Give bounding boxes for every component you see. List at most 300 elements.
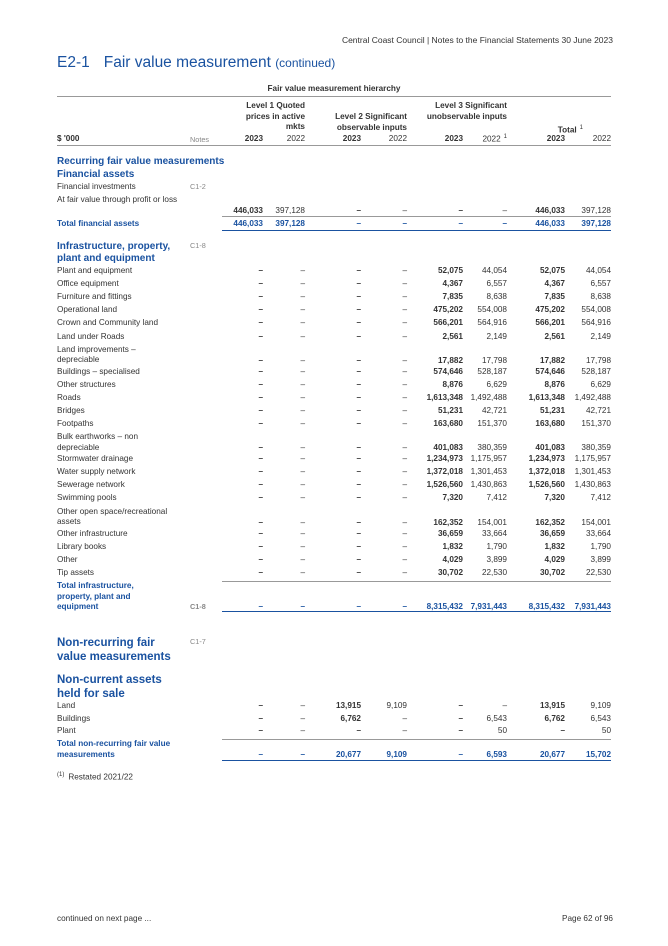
value-cell: – xyxy=(356,331,361,341)
value-cell: – xyxy=(356,493,361,503)
value-cell: – xyxy=(402,602,407,611)
value-cell: 22,530 xyxy=(481,567,507,577)
value-cell: 1,234,973 xyxy=(528,454,565,464)
unit-label: $ '000 xyxy=(57,134,80,143)
value-cell: 401,083 xyxy=(433,443,463,453)
value-cell: – xyxy=(356,454,361,464)
value-cell: – xyxy=(258,392,263,402)
total-header-sup: 1 xyxy=(579,125,583,131)
value-cell: – xyxy=(402,219,407,228)
financial-assets-heading: Financial assets xyxy=(57,169,135,180)
value-cell: – xyxy=(402,726,407,735)
value-cell: 8,315,432 xyxy=(528,602,565,611)
value-cell: – xyxy=(300,554,305,564)
value-cell: 475,202 xyxy=(535,305,565,315)
value-cell: 446,033 xyxy=(233,219,263,228)
row-rule xyxy=(222,739,611,740)
row-label: Footpaths xyxy=(57,419,94,428)
value-cell: 475,202 xyxy=(433,305,463,315)
value-cell: – xyxy=(300,750,305,759)
value-cell: 2,149 xyxy=(590,331,611,341)
value-cell: – xyxy=(356,392,361,402)
value-cell: – xyxy=(458,750,463,759)
value-cell: 7,835 xyxy=(442,292,463,302)
level1-header: Level 1 Quoted prices in active mkts xyxy=(245,101,305,131)
value-cell: – xyxy=(300,292,305,302)
value-cell: – xyxy=(402,266,407,275)
infrastructure-note: C1-8 xyxy=(190,241,206,250)
value-cell: 6,762 xyxy=(340,713,361,723)
value-cell: – xyxy=(402,713,407,723)
value-cell: – xyxy=(402,467,407,477)
footnote-marker: (1) xyxy=(57,772,65,778)
value-cell: 6,593 xyxy=(486,750,507,759)
value-cell: 20,677 xyxy=(335,750,361,759)
value-cell: – xyxy=(300,318,305,328)
l1-2023-header: 2023 xyxy=(244,134,263,143)
section-number: E2-1 xyxy=(57,54,90,71)
value-cell: 7,412 xyxy=(486,493,507,503)
value-cell: 9,109 xyxy=(386,701,407,710)
value-cell: – xyxy=(300,713,305,723)
notes-header: Notes xyxy=(190,135,210,144)
value-cell: – xyxy=(402,392,407,402)
value-cell: 566,201 xyxy=(433,318,463,328)
row-label: Financial investments xyxy=(57,182,136,191)
value-cell: – xyxy=(402,331,407,341)
header-divider xyxy=(57,96,611,97)
value-cell: – xyxy=(258,305,263,315)
value-cell: – xyxy=(458,713,463,723)
value-cell: 1,430,863 xyxy=(470,480,507,490)
value-cell: 1,430,863 xyxy=(574,480,611,490)
value-cell: – xyxy=(356,292,361,302)
value-cell: – xyxy=(402,405,407,415)
value-cell: 13,915 xyxy=(539,701,565,710)
row-label: Furniture and fittings xyxy=(57,292,132,302)
value-cell: – xyxy=(356,366,361,376)
value-cell: – xyxy=(300,480,305,490)
value-cell: 7,931,443 xyxy=(470,602,507,611)
row-label: Bridges xyxy=(57,405,85,415)
infrastructure-heading: Infrastructure, property, plant and equipment xyxy=(57,241,171,264)
l3-2022-sup: 1 xyxy=(503,134,507,140)
value-cell: 397,128 xyxy=(581,206,611,215)
value-cell: 17,798 xyxy=(481,355,507,365)
value-cell: 566,201 xyxy=(535,318,565,328)
row-label: Crown and Community land xyxy=(57,318,159,328)
value-cell: – xyxy=(300,467,305,477)
value-cell: – xyxy=(300,405,305,415)
value-cell: 7,412 xyxy=(590,493,611,503)
row-label: Buildings – specialised xyxy=(57,366,140,376)
value-cell: 1,526,560 xyxy=(528,480,565,490)
value-cell: – xyxy=(356,279,361,289)
value-cell: 163,680 xyxy=(433,419,463,428)
recurring-heading: Recurring fair value measurements xyxy=(57,156,225,167)
value-cell: – xyxy=(258,567,263,577)
value-cell: 6,629 xyxy=(590,379,611,389)
row-rule xyxy=(222,216,611,217)
value-cell: 52,075 xyxy=(437,266,463,275)
value-cell: 162,352 xyxy=(535,517,565,527)
value-cell: 446,033 xyxy=(535,219,565,228)
value-cell: – xyxy=(258,750,263,759)
value-cell: – xyxy=(300,493,305,503)
value-cell: – xyxy=(402,305,407,315)
value-cell: 7,320 xyxy=(544,493,565,503)
value-cell: – xyxy=(402,419,407,428)
level3-header: Level 3 Significant unobservable inputs xyxy=(426,101,507,121)
value-cell: – xyxy=(560,726,565,735)
value-cell: – xyxy=(258,602,263,611)
value-cell: 564,916 xyxy=(581,318,611,328)
value-cell: 1,492,488 xyxy=(470,392,507,402)
value-cell: – xyxy=(458,701,463,710)
row-note: C1-8 xyxy=(190,602,206,611)
value-cell: 1,492,488 xyxy=(574,392,611,402)
value-cell: 7,320 xyxy=(442,493,463,503)
value-cell: – xyxy=(356,480,361,490)
document-header: Central Coast Council | Notes to the Financial Statements 30 June 2023 xyxy=(341,35,613,45)
value-cell: 151,370 xyxy=(581,419,611,428)
value-cell: – xyxy=(258,528,263,538)
l3-2023-header: 2023 xyxy=(444,134,463,143)
value-cell: – xyxy=(356,318,361,328)
value-cell: 13,915 xyxy=(335,701,361,710)
value-cell: – xyxy=(356,219,361,228)
value-cell: – xyxy=(258,405,263,415)
value-cell: – xyxy=(258,701,263,710)
value-cell: 528,187 xyxy=(477,366,507,376)
value-cell: – xyxy=(402,517,407,527)
value-cell: 6,543 xyxy=(590,713,611,723)
value-cell: 2,149 xyxy=(486,331,507,341)
value-cell: – xyxy=(258,726,263,735)
nonrecurring-note: C1-7 xyxy=(190,637,206,646)
value-cell: – xyxy=(258,517,263,527)
row-rule xyxy=(222,581,611,582)
value-cell: – xyxy=(300,392,305,402)
value-cell: – xyxy=(300,567,305,577)
l1-2022-header: 2022 xyxy=(286,134,305,143)
value-cell: 1,372,018 xyxy=(426,467,463,477)
value-cell: – xyxy=(356,517,361,527)
value-cell: 163,680 xyxy=(535,419,565,428)
value-cell: – xyxy=(402,279,407,289)
value-cell: – xyxy=(258,541,263,551)
value-cell: 4,367 xyxy=(442,279,463,289)
value-cell: – xyxy=(402,493,407,503)
value-cell: – xyxy=(300,279,305,289)
value-cell: 1,790 xyxy=(590,541,611,551)
value-cell: – xyxy=(356,528,361,538)
value-cell: 51,231 xyxy=(437,405,463,415)
value-cell: – xyxy=(402,318,407,328)
value-cell: – xyxy=(502,219,507,228)
row-label: Operational land xyxy=(57,305,118,315)
row-label: Plant xyxy=(57,726,76,735)
value-cell: 2,561 xyxy=(544,331,565,341)
value-cell: – xyxy=(300,528,305,538)
value-cell: – xyxy=(300,454,305,464)
value-cell: 44,054 xyxy=(481,266,507,275)
value-cell: – xyxy=(300,701,305,710)
value-cell: 17,882 xyxy=(437,355,463,365)
value-cell: – xyxy=(458,726,463,735)
value-cell: 9,109 xyxy=(590,701,611,710)
row-label: Total infrastructure, property, plant and equipment xyxy=(57,581,134,611)
value-cell: – xyxy=(258,467,263,477)
total-header-text: Total xyxy=(557,125,577,135)
value-cell: – xyxy=(300,541,305,551)
value-cell: – xyxy=(402,206,407,215)
value-cell: – xyxy=(402,541,407,551)
row-label: Total non-recurring fair value measurements xyxy=(57,739,171,759)
value-cell: 8,638 xyxy=(486,292,507,302)
total-2022-header: 2022 xyxy=(592,134,611,143)
value-cell: 2,561 xyxy=(442,331,463,341)
row-label: Land xyxy=(57,701,76,710)
value-cell: – xyxy=(502,206,507,215)
value-cell: – xyxy=(356,467,361,477)
value-cell: 401,083 xyxy=(535,443,565,453)
value-cell: – xyxy=(258,443,263,453)
value-cell: – xyxy=(402,355,407,365)
value-cell: 1,175,957 xyxy=(574,454,611,464)
value-cell: 1,832 xyxy=(544,541,565,551)
value-cell: 380,359 xyxy=(581,443,611,453)
value-cell: – xyxy=(402,554,407,564)
value-cell: – xyxy=(402,454,407,464)
value-cell: – xyxy=(258,379,263,389)
value-cell: – xyxy=(258,493,263,503)
value-cell: 7,931,443 xyxy=(574,602,611,611)
value-cell: – xyxy=(300,517,305,527)
value-cell: – xyxy=(300,379,305,389)
value-cell: 3,899 xyxy=(486,554,507,564)
header-bottom-rule xyxy=(57,145,611,146)
value-cell: 50 xyxy=(497,726,507,735)
value-cell: – xyxy=(458,219,463,228)
value-cell: 36,659 xyxy=(539,528,565,538)
value-cell: 154,001 xyxy=(477,517,507,527)
footnote xyxy=(57,772,133,782)
row-label: At fair value through profit or loss xyxy=(57,195,178,204)
value-cell: – xyxy=(356,726,361,735)
value-cell: – xyxy=(402,379,407,389)
value-cell: – xyxy=(356,266,361,275)
l3-2022-header xyxy=(482,134,507,144)
row-label: Swimming pools xyxy=(57,493,117,503)
value-cell: 446,033 xyxy=(535,206,565,215)
value-cell: 8,876 xyxy=(442,379,463,389)
row-label: Total financial assets xyxy=(57,219,140,228)
value-cell: – xyxy=(300,366,305,376)
value-cell: – xyxy=(300,419,305,428)
value-cell: – xyxy=(300,602,305,611)
value-cell: 6,543 xyxy=(486,713,507,723)
value-cell: – xyxy=(258,355,263,365)
value-cell: 52,075 xyxy=(539,266,565,275)
value-cell: 1,613,348 xyxy=(426,392,463,402)
value-cell: 1,175,957 xyxy=(470,454,507,464)
value-cell: 50 xyxy=(601,726,611,735)
value-cell: 574,646 xyxy=(433,366,463,376)
value-cell: 151,370 xyxy=(477,419,507,428)
section-title-text: Fair value measurement xyxy=(103,54,271,71)
level2-header: Level 2 Significant observable inputs xyxy=(335,112,407,132)
value-cell: 6,629 xyxy=(486,379,507,389)
value-cell: 33,664 xyxy=(481,528,507,538)
value-cell: 36,659 xyxy=(437,528,463,538)
value-cell: 1,372,018 xyxy=(528,467,565,477)
row-label: Bulk earthworks – non depreciable xyxy=(57,432,139,452)
row-rule xyxy=(222,230,611,231)
row-label: Other xyxy=(57,554,78,564)
value-cell: 7,835 xyxy=(544,292,565,302)
value-cell: 17,882 xyxy=(539,355,565,365)
nonrecurring-heading: Non-recurring fair value measurements xyxy=(57,637,171,663)
value-cell: 397,128 xyxy=(581,219,611,228)
value-cell: – xyxy=(300,331,305,341)
value-cell: – xyxy=(356,541,361,551)
row-label: Buildings xyxy=(57,713,91,723)
value-cell: – xyxy=(258,279,263,289)
value-cell: – xyxy=(300,443,305,453)
value-cell: 6,557 xyxy=(590,279,611,289)
value-cell: 42,721 xyxy=(481,405,507,415)
row-label: Other infrastructure xyxy=(57,528,128,538)
value-cell: – xyxy=(300,726,305,735)
value-cell: – xyxy=(356,567,361,577)
value-cell: – xyxy=(356,419,361,428)
value-cell: – xyxy=(258,318,263,328)
value-cell: – xyxy=(258,419,263,428)
value-cell: – xyxy=(356,602,361,611)
value-cell: 30,702 xyxy=(437,567,463,577)
row-label: Other open space/recreational assets xyxy=(57,506,168,526)
l3-2022-text: 2022 xyxy=(482,134,501,144)
value-cell: 42,721 xyxy=(585,405,611,415)
value-cell: 51,231 xyxy=(539,405,565,415)
section-title-suffix: (continued) xyxy=(275,56,336,70)
page-number: Page 62 of 96 xyxy=(562,914,613,923)
value-cell: 154,001 xyxy=(581,517,611,527)
total-2023-header: 2023 xyxy=(546,134,565,143)
value-cell: – xyxy=(356,405,361,415)
value-cell: 564,916 xyxy=(477,318,507,328)
value-cell: – xyxy=(258,713,263,723)
value-cell: 6,557 xyxy=(486,279,507,289)
value-cell: – xyxy=(402,443,407,453)
value-cell: – xyxy=(402,480,407,490)
value-cell: 1,301,453 xyxy=(574,467,611,477)
value-cell: – xyxy=(402,292,407,302)
held-for-sale-heading: Non-current assets held for sale xyxy=(57,674,162,700)
value-cell: – xyxy=(258,480,263,490)
row-label: Tip assets xyxy=(57,567,95,577)
value-cell: – xyxy=(402,528,407,538)
row-label: Plant and equipment xyxy=(57,266,133,275)
row-rule xyxy=(222,611,611,612)
continued-note: continued on next page ... xyxy=(57,914,152,923)
row-label: Library books xyxy=(57,541,107,551)
value-cell: – xyxy=(356,305,361,315)
value-cell: 1,832 xyxy=(442,541,463,551)
value-cell: 44,054 xyxy=(585,266,611,275)
l2-2022-header: 2022 xyxy=(388,134,407,143)
value-cell: – xyxy=(300,355,305,365)
value-cell: 17,798 xyxy=(585,355,611,365)
row-label: Office equipment xyxy=(57,279,119,289)
value-cell: – xyxy=(356,379,361,389)
l2-2023-header: 2023 xyxy=(342,134,361,143)
row-label: Sewerage network xyxy=(57,480,125,490)
row-label: Land improvements – depreciable xyxy=(57,344,136,365)
value-cell: 8,876 xyxy=(544,379,565,389)
value-cell: – xyxy=(356,206,361,215)
value-cell: 1,301,453 xyxy=(470,467,507,477)
value-cell: 8,638 xyxy=(590,292,611,302)
value-cell: – xyxy=(356,554,361,564)
row-label: Land under Roads xyxy=(57,331,125,341)
value-cell: – xyxy=(258,266,263,275)
value-cell: – xyxy=(402,567,407,577)
value-cell: 4,029 xyxy=(544,554,565,564)
value-cell: 30,702 xyxy=(539,567,565,577)
row-rule xyxy=(222,760,611,761)
value-cell: – xyxy=(258,331,263,341)
value-cell: 1,790 xyxy=(486,541,507,551)
row-label: Other structures xyxy=(57,379,116,389)
value-cell: 1,234,973 xyxy=(426,454,463,464)
row-label: Roads xyxy=(57,392,81,402)
value-cell: – xyxy=(300,305,305,315)
value-cell: – xyxy=(300,266,305,275)
value-cell: 1,613,348 xyxy=(528,392,565,402)
value-cell: 162,352 xyxy=(433,517,463,527)
value-cell: 397,128 xyxy=(275,219,305,228)
value-cell: 15,702 xyxy=(585,750,611,759)
value-cell: 554,008 xyxy=(581,305,611,315)
value-cell: – xyxy=(356,355,361,365)
value-cell: 6,762 xyxy=(544,713,565,723)
section-title xyxy=(57,54,335,72)
row-note: C1-2 xyxy=(190,182,206,191)
value-cell: 3,899 xyxy=(590,554,611,564)
value-cell: 528,187 xyxy=(581,366,611,376)
value-cell: 8,315,432 xyxy=(426,602,463,611)
value-cell: – xyxy=(502,701,507,710)
value-cell: 554,008 xyxy=(477,305,507,315)
row-label: Water supply network xyxy=(57,467,136,477)
value-cell: – xyxy=(258,292,263,302)
value-cell: – xyxy=(458,206,463,215)
value-cell: 1,526,560 xyxy=(426,480,463,490)
footnote-text: Restated 2021/22 xyxy=(68,772,133,782)
value-cell: – xyxy=(402,366,407,376)
value-cell: 9,109 xyxy=(386,750,407,759)
value-cell: 22,530 xyxy=(585,567,611,577)
value-cell: 4,367 xyxy=(544,279,565,289)
hierarchy-header: Fair value measurement hierarchy xyxy=(267,84,401,93)
value-cell: 33,664 xyxy=(585,528,611,538)
value-cell: – xyxy=(258,554,263,564)
value-cell: – xyxy=(258,454,263,464)
value-cell: 574,646 xyxy=(535,366,565,376)
value-cell: – xyxy=(356,443,361,453)
